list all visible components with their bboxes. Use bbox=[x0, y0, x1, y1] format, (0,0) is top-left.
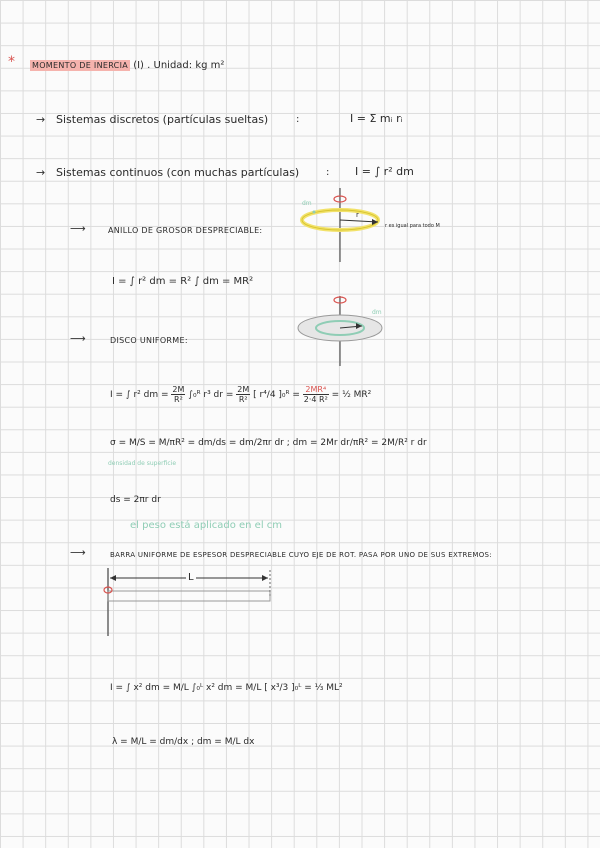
disk-formula-e: [ r⁴/4 ]₀ᴿ = bbox=[253, 390, 300, 400]
arrow-icon: → bbox=[36, 113, 46, 126]
disk-label: DISCO UNIFORME: bbox=[110, 336, 188, 345]
disk-formula-f-den: 2·4 R² bbox=[303, 395, 328, 404]
long-arrow-icon: ⟶ bbox=[70, 332, 86, 345]
discrete-formula: I = Σ mᵢ rᵢ bbox=[350, 112, 403, 125]
disk-formula-d: 2M bbox=[237, 385, 250, 394]
sigma-note: densidad de superficie bbox=[108, 460, 177, 467]
discrete-label: Sistemas discretos (partículas sueltas) bbox=[56, 113, 269, 126]
bullet-star: * bbox=[8, 54, 15, 70]
lambda-line: λ = M/L = dm/dx ; dm = M/L dx bbox=[112, 737, 255, 747]
continuous-label: Sistemas continuos (con muchas partículas) bbox=[56, 166, 300, 179]
disk-formula-c: ∫₀ᴿ r³ dr = bbox=[188, 390, 234, 400]
long-arrow-icon: ⟶ bbox=[70, 546, 86, 559]
discrete-colon: : bbox=[296, 114, 300, 125]
ds-line: ds = 2πr dr bbox=[110, 495, 161, 505]
ring-r-note: r bbox=[356, 211, 359, 219]
sigma-line: σ = M/S = M/πR² = dm/ds = dm/2πr dr ; dm = 2Mr dr/πR² = 2M/R² r dr bbox=[110, 438, 427, 448]
title-unit-label: . Unidad: bbox=[147, 60, 193, 71]
disk-formula-b-den: R² bbox=[174, 395, 183, 404]
disk-formula-d-den: R² bbox=[238, 395, 248, 404]
weight-note: el peso está aplicado en el cm bbox=[130, 520, 283, 531]
continuous-formula: I = ∫ r² dm bbox=[355, 165, 414, 178]
disk-formula-b: 2M bbox=[172, 385, 185, 394]
title-unit-value: kg m² bbox=[195, 60, 225, 71]
ring-side-note: r es igual para todo M bbox=[385, 223, 440, 229]
disk-dm-note: dm bbox=[372, 309, 382, 316]
bar-formula: I = ∫ x² dm = M/L ∫₀ᴸ x² dm = M/L [ x³/3 ]₀ᴸ = ⅓ ML² bbox=[110, 683, 343, 693]
bar-length-label: L bbox=[188, 572, 194, 583]
title-heading: MOMENTO DE INERCIA bbox=[32, 61, 129, 70]
disk-formula-a: I = ∫ r² dm = bbox=[110, 390, 169, 400]
title-num: (I) bbox=[133, 60, 144, 71]
bar-label: BARRA UNIFORME DE ESPESOR DESPRECIABLE CUYO EJE DE ROT. PASA POR UNO DE SUS EXTREMOS: bbox=[110, 551, 492, 559]
disk-formula-g: = ½ MR² bbox=[331, 390, 372, 400]
long-arrow-icon: ⟶ bbox=[70, 222, 86, 235]
ring-dm-note: dm bbox=[302, 200, 312, 207]
ring-formula: I = ∫ r² dm = R² ∫ dm = MR² bbox=[112, 276, 254, 287]
disk-formula-f: 2MR⁴ bbox=[303, 385, 329, 395]
continuous-colon: : bbox=[326, 167, 330, 178]
ring-label: ANILLO DE GROSOR DESPRECIABLE: bbox=[108, 226, 263, 235]
arrow-icon: → bbox=[36, 166, 46, 179]
